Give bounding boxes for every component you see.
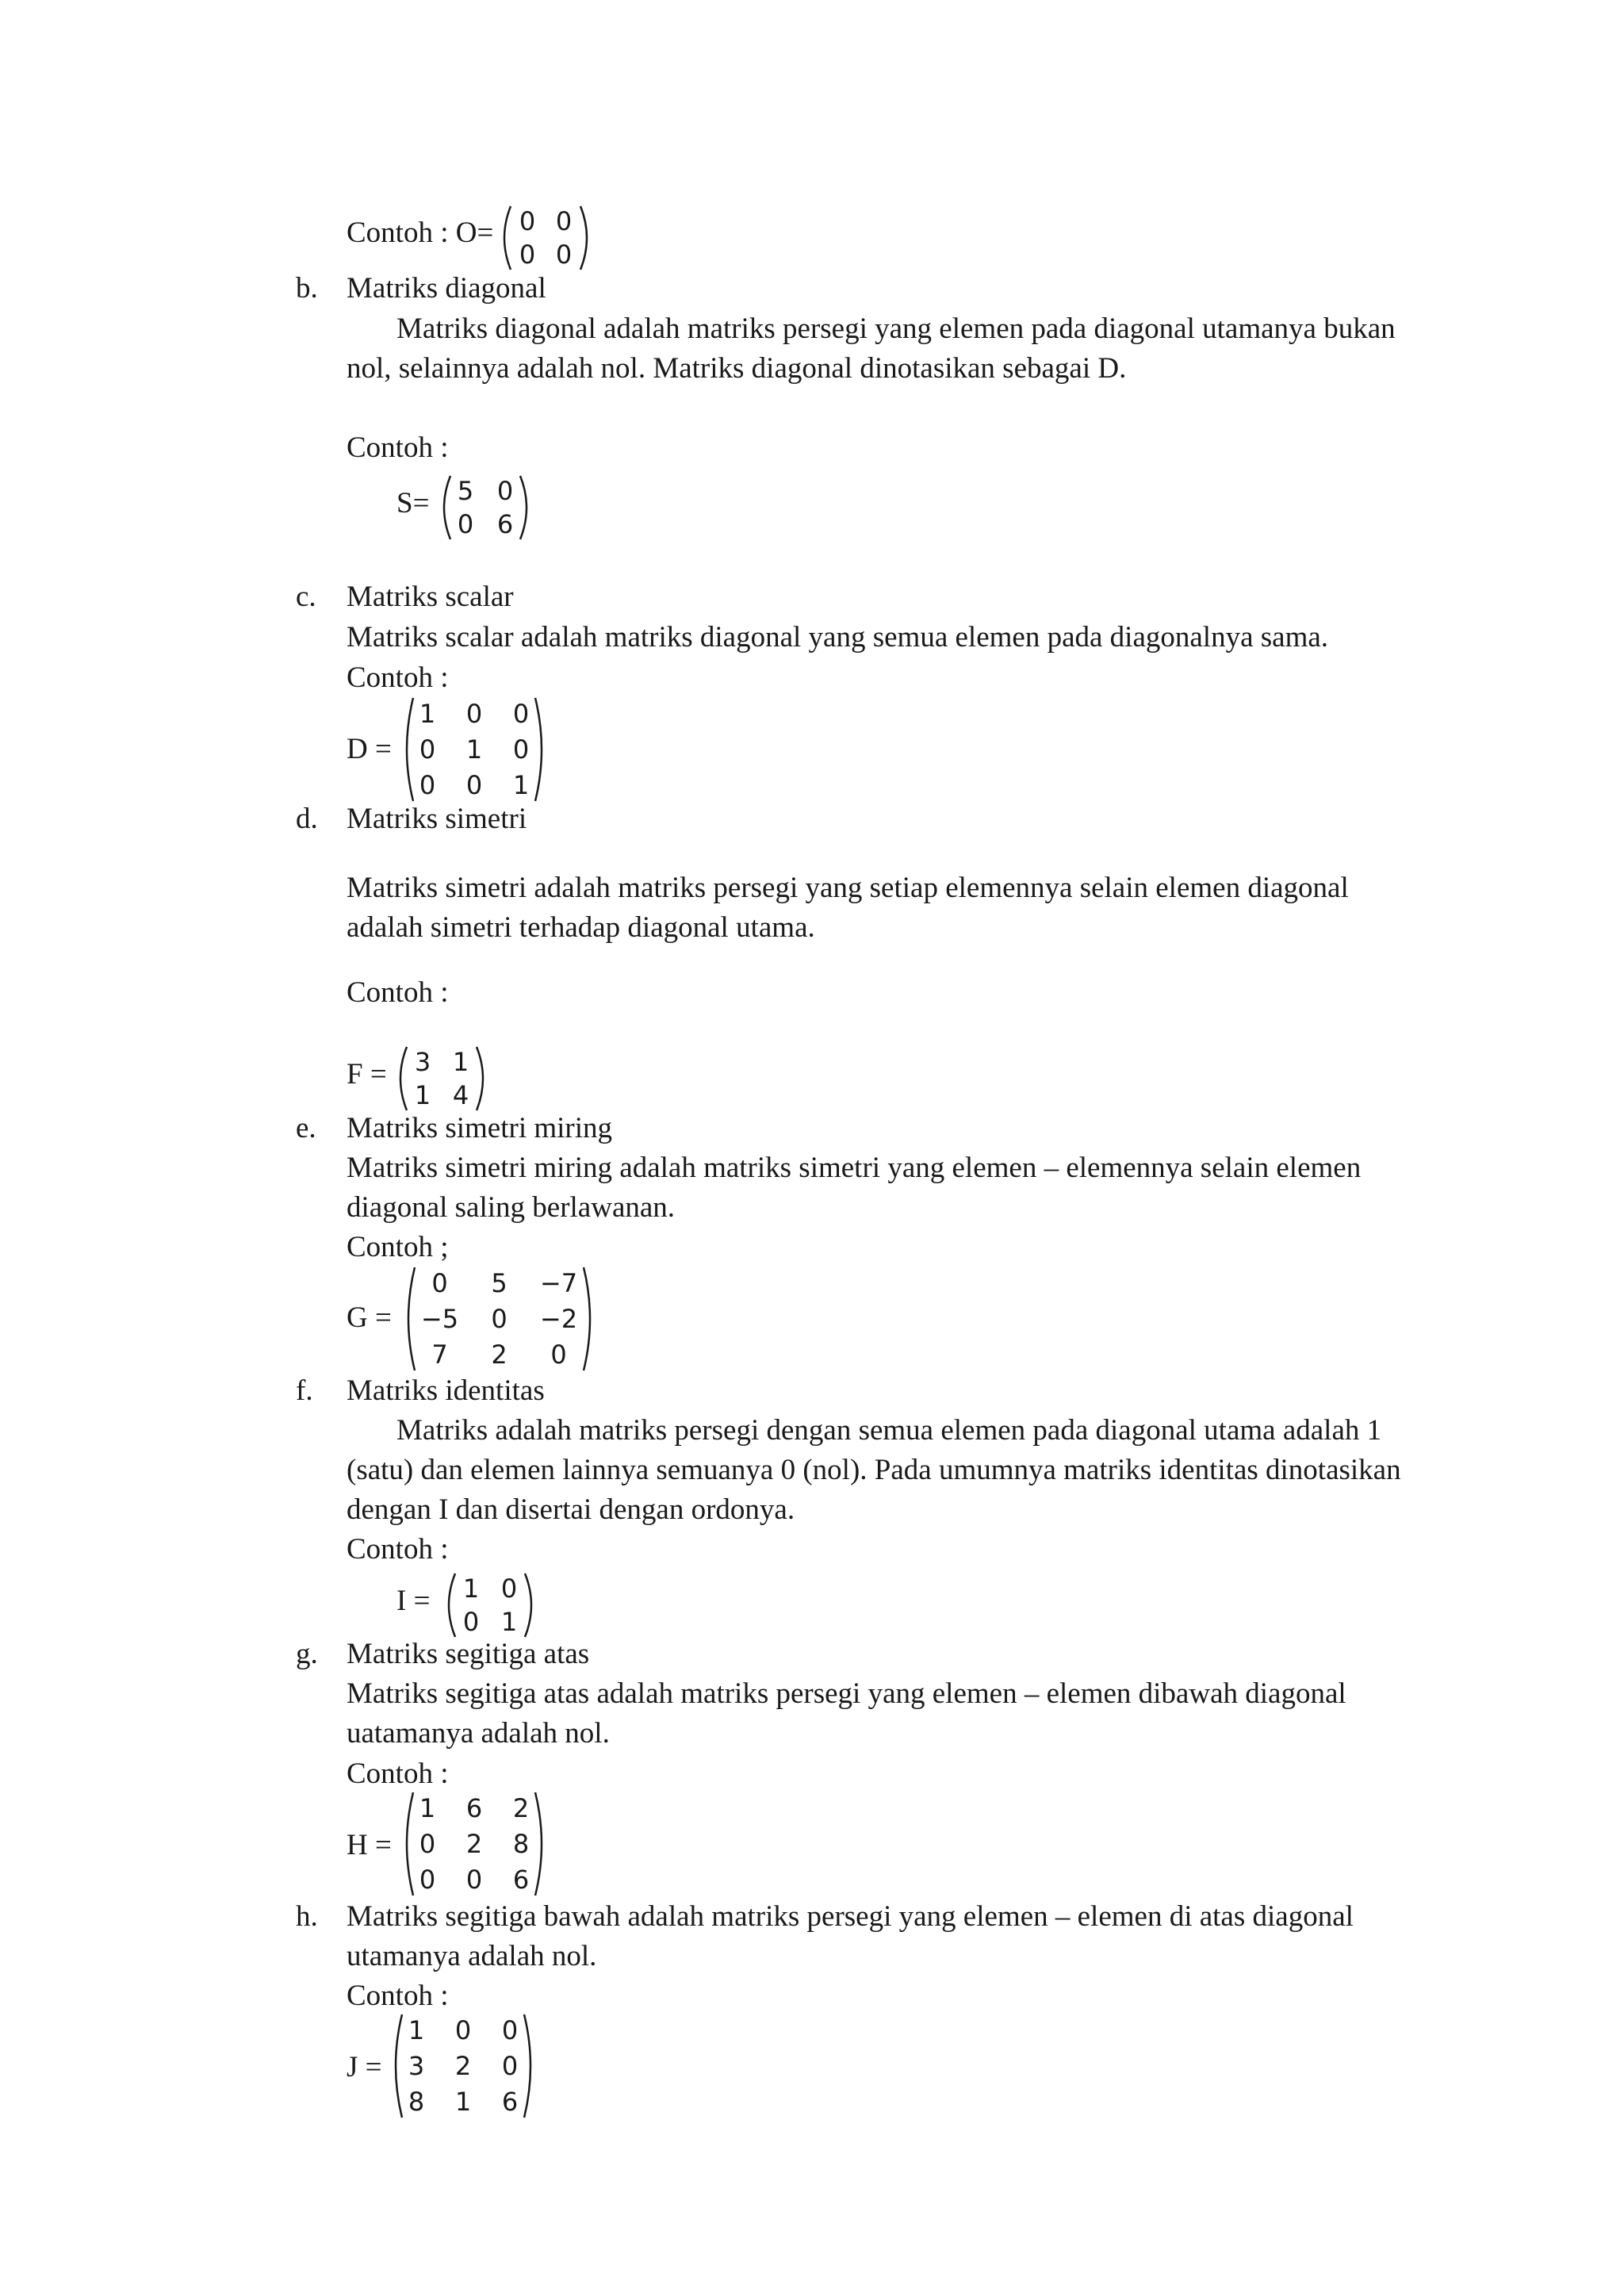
lower-matrix-label: J =: [347, 2051, 382, 2083]
matrix-entry: 0: [512, 699, 530, 730]
matrix-entry: 0: [555, 206, 573, 236]
matrix-entry: −2: [539, 1304, 578, 1334]
matrix-entry: 2: [465, 1829, 483, 1859]
skew-matrix-label: G =: [347, 1301, 392, 1334]
list-marker-e: e.: [296, 1112, 316, 1144]
skew-example-label: Contoh ;: [347, 1231, 449, 1263]
matrix-entry: 1: [462, 1573, 480, 1604]
lower-triangular-matrix: [389, 2013, 537, 2119]
list-marker-h: h.: [296, 1900, 318, 1933]
matrix-entry: 5: [457, 476, 474, 506]
identity-definition-line1: Matriks adalah matriks persegi dengan semua elemen pada diagonal utama adalah 1: [396, 1414, 1382, 1447]
matrix-entry: 1: [419, 1793, 436, 1824]
matrix-entry: 0: [419, 1829, 436, 1859]
section-title-symmetric: Matriks simetri: [347, 803, 527, 835]
matrix-entry: 5: [491, 1268, 508, 1299]
diagonal-matrix-label: S=: [396, 487, 430, 519]
list-marker-b: b.: [296, 272, 318, 305]
matrix-entry: 0: [431, 1268, 448, 1299]
symmetric-definition-line2: adalah simetri terhadap diagonal utama.: [347, 911, 815, 944]
matrix-entry: 0: [465, 1864, 483, 1895]
matrix-entry: 1: [454, 2086, 472, 2117]
matrix-entry: 0: [500, 1573, 518, 1604]
identity-matrix: [442, 1572, 538, 1639]
identity-matrix-label: I =: [396, 1585, 431, 1617]
matrix-entry: 1: [419, 699, 436, 730]
matrix-entry: 8: [512, 1829, 530, 1859]
matrix-entry: 1: [414, 1080, 431, 1110]
matrix-entry: 6: [496, 509, 514, 539]
section-title-identity: Matriks identitas: [347, 1374, 545, 1407]
matrix-entry: 0: [462, 1607, 480, 1637]
matrix-entry: 3: [408, 2051, 425, 2081]
symmetric-matrix-label: F =: [347, 1058, 387, 1091]
scalar-matrix-label: D =: [347, 733, 392, 765]
lower-definition-line1: Matriks segitiga bawah adalah matriks persegi yang elemen – elemen di atas diagonal: [347, 1900, 1354, 1933]
matrix-entry: 2: [512, 1793, 530, 1824]
symmetric-definition-line1: Matriks simetri adalah matriks persegi yang setiap elemennya selain elemen diagonal: [347, 872, 1349, 904]
upper-definition-line1: Matriks segitiga atas adalah matriks persegi yang elemen – elemen dibawah diagonal: [347, 1677, 1346, 1710]
matrix-entry: 7: [431, 1339, 448, 1370]
diagonal-matrix: [438, 474, 533, 541]
zero-matrix: [498, 205, 593, 271]
matrix-entry: 4: [452, 1080, 469, 1110]
matrix-entry: 1: [465, 734, 483, 765]
matrix-entry: 0: [419, 1864, 436, 1895]
matrix-entry: 6: [465, 1793, 483, 1824]
identity-definition-line3: dengan I dan disertai dengan ordonya.: [347, 1493, 795, 1526]
diagonal-definition-line1: Matriks diagonal adalah matriks persegi yang elemen pada diagonal utamanya bukan: [396, 312, 1396, 345]
section-title-upper-triangular: Matriks segitiga atas: [347, 1638, 590, 1670]
upper-matrix-label: H =: [347, 1829, 392, 1861]
skew-definition-line1: Matriks simetri miring adalah matriks simetri yang elemen – elemennya selain elemen: [347, 1152, 1362, 1184]
matrix-entry: 0: [496, 476, 514, 506]
list-marker-f: f.: [296, 1374, 313, 1407]
matrix-entry: 2: [454, 2051, 472, 2081]
section-title-skew-symmetric: Matriks simetri miring: [347, 1112, 613, 1144]
upper-definition-line2: uatamanya adalah nol.: [347, 1717, 610, 1750]
matrix-entry: −5: [420, 1304, 459, 1334]
identity-example-label: Contoh :: [347, 1533, 449, 1566]
lower-example-label: Contoh :: [347, 1980, 449, 2012]
matrix-entry: 0: [501, 2015, 519, 2046]
matrix-entry: 0: [419, 769, 436, 800]
matrix-entry: 1: [500, 1607, 518, 1637]
list-marker-d: d.: [296, 803, 318, 835]
section-title-scalar: Matriks scalar: [347, 581, 514, 613]
matrix-entry: −7: [539, 1268, 578, 1299]
matrix-entry: 0: [550, 1339, 567, 1370]
diagonal-definition-line2: nol, selainnya adalah nol. Matriks diagonal dinotasikan sebagai D.: [347, 352, 1127, 385]
scalar-example-label: Contoh :: [347, 661, 449, 694]
matrix-entry: 0: [501, 2051, 519, 2081]
matrix-entry: 0: [457, 509, 474, 539]
matrix-entry: 0: [491, 1304, 508, 1334]
matrix-entry: 0: [512, 734, 530, 765]
matrix-entry: 8: [408, 2086, 425, 2117]
matrix-entry: 0: [555, 240, 573, 270]
matrix-entry: 0: [419, 734, 436, 765]
zero-matrix-label: Contoh : O=: [347, 217, 494, 249]
upper-triangular-matrix: [400, 1791, 548, 1897]
matrix-entry: 6: [501, 2086, 519, 2117]
symmetric-matrix: [394, 1045, 489, 1112]
diagonal-example-label: Contoh :: [347, 431, 449, 464]
matrix-entry: 0: [519, 240, 536, 270]
upper-example-label: Contoh :: [347, 1757, 449, 1790]
skew-definition-line2: diagonal saling berlawanan.: [347, 1191, 676, 1224]
matrix-entry: 0: [465, 769, 483, 800]
lower-definition-line2: utamanya adalah nol.: [347, 1940, 597, 1972]
matrix-entry: 1: [452, 1047, 469, 1077]
matrix-entry: 1: [408, 2015, 425, 2046]
section-title-diagonal: Matriks diagonal: [347, 272, 546, 305]
matrix-entry: 0: [454, 2015, 472, 2046]
identity-definition-line2: (satu) dan elemen lainnya semuanya 0 (nol). Pada umumnya matriks identitas dinotasikan: [347, 1454, 1401, 1486]
matrix-entry: 2: [491, 1339, 508, 1370]
matrix-entry: 1: [512, 769, 530, 800]
list-marker-c: c.: [296, 581, 316, 613]
list-marker-g: g.: [296, 1638, 318, 1670]
scalar-matrix: [400, 696, 548, 803]
matrix-entry: 0: [519, 206, 536, 236]
scalar-definition-line1: Matriks scalar adalah matriks diagonal yang semua elemen pada diagonalnya sama.: [347, 621, 1329, 654]
matrix-entry: 0: [465, 699, 483, 730]
symmetric-example-label: Contoh :: [347, 976, 449, 1009]
matrix-entry: 3: [414, 1047, 431, 1077]
matrix-entry: 6: [512, 1864, 530, 1895]
skew-symmetric-matrix: [402, 1266, 596, 1372]
